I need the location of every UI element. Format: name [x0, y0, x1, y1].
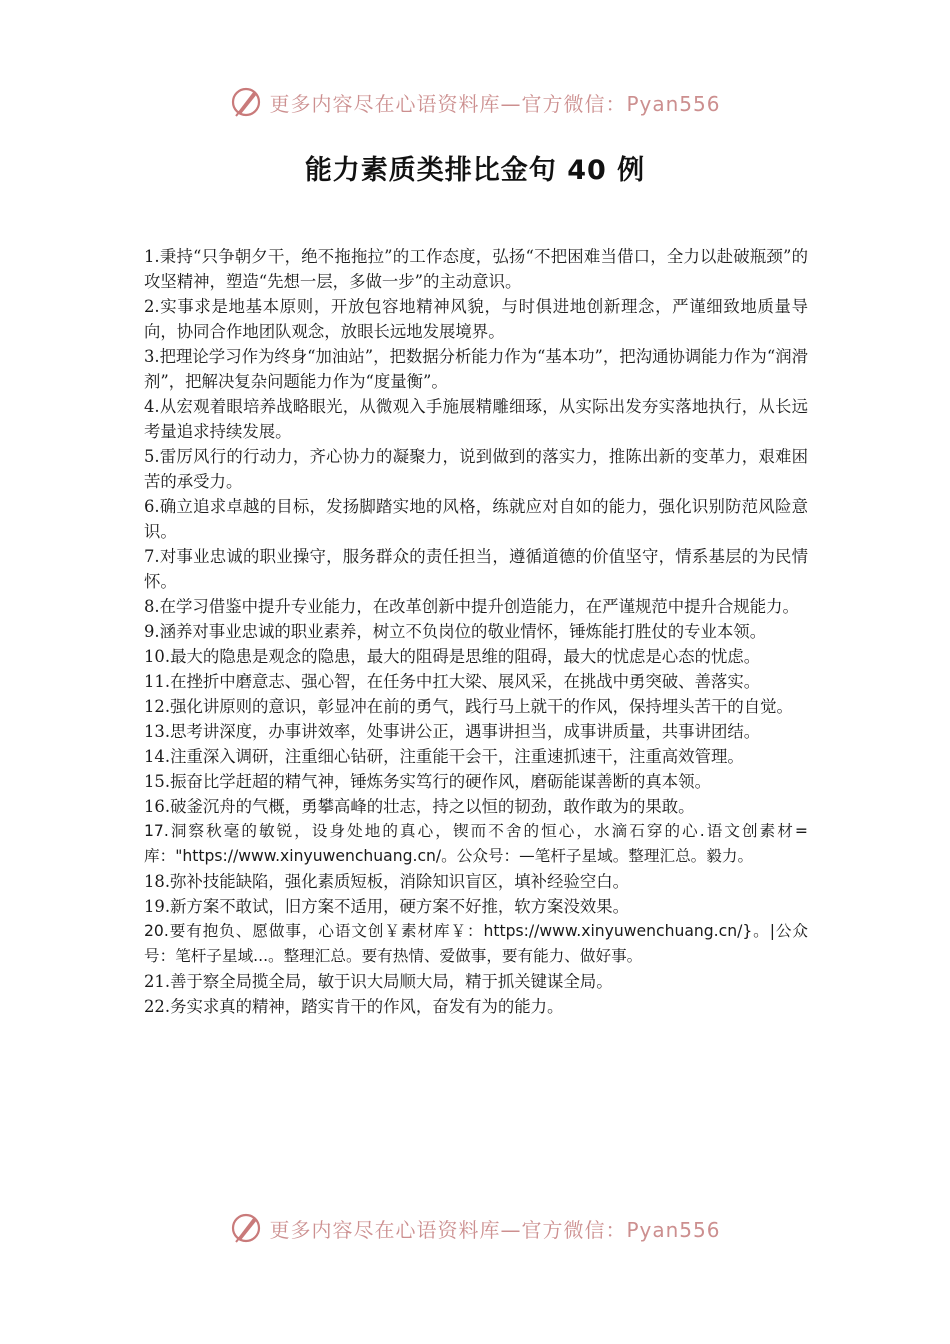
list-item: 11.在挫折中磨意志、强心智，在任务中扛大梁、展风采，在挑战中勇突破、善落实。 — [144, 672, 761, 691]
list-item: 15.振奋比学赶超的精气神，锤炼务实笃行的硬作风，磨砺能谋善断的真本领。 — [144, 772, 711, 791]
pen-circle-logo-icon — [229, 1211, 263, 1245]
list-item: 7.对事业忠诚的职业操守，服务群众的责任担当，遵循道德的价值坚守，情系基层的为民情怀。 — [144, 547, 808, 591]
list-item: 14.注重深入调研，注重细心钻研，注重能干会干，注重速抓速干，注重高效管理。 — [144, 747, 744, 766]
list-item: 8.在学习借鉴中提升专业能力，在改革创新中提升创造能力，在严谨规范中提升合规能力。 — [144, 597, 799, 616]
document-title: 能力素质类排比金句 40 例 — [304, 155, 646, 186]
list-item: 22.务实求真的精神，踏实肯干的作风，奋发有为的能力。 — [144, 997, 564, 1016]
list-item: 16.破釜沉舟的气概，勇攀高峰的壮志，持之以恒的韧劲，敢作敢为的果敢。 — [144, 797, 695, 816]
footer-watermark-banner — [0, 1208, 950, 1248]
list-item: 20.要有抱负、愿做事，心语文创￥素材库￥：https://www.xinyuwenchuang.cn/}。|公众号：笔杆子星域...。整理汇总。要有热情、爱做事，要有能力、做好事。 — [144, 922, 808, 965]
list-item: 1.秉持“只争朝夕干，绝不拖拖拉”的工作态度，弘扬“不把困难当借口，全力以赴破瓶颈”的攻坚精神，塑造“先想一层，多做一步”的主动意识。 — [144, 247, 808, 291]
list-item: 3.把理论学习作为终身“加油站”，把数据分析能力作为“基本功”，把沟通协调能力作为“润滑剂”，把解决复杂问题能力作为“度量衡”。 — [144, 347, 808, 391]
footer-watermark-text: 更多内容尽在心语资料库—官方微信：Pyan556 — [269, 1217, 721, 1242]
document-body — [144, 244, 808, 1019]
list-item: 19.新方案不敢试，旧方案不适用，硬方案不好推，软方案没效果。 — [144, 897, 630, 916]
list-item: 17.洞察秋毫的敏锐，设身处地的真心，锲而不舍的恒心，水滴石穿的心.语文创素材=库："https://www.xinyuwenchuang.cn/。公众号：—笔杆子星域。整理汇总。毅力。 — [144, 822, 808, 865]
list-item: 18.弥补技能缺陷，强化素质短板，消除知识盲区，填补经验空白。 — [144, 872, 630, 891]
pen-circle-logo-icon — [229, 85, 263, 119]
header-watermark-banner — [0, 82, 950, 122]
list-item: 13.思考讲深度，办事讲效率，处事讲公正，遇事讲担当，成事讲质量，共事讲团结。 — [144, 722, 761, 741]
list-item: 10.最大的隐患是观念的隐患，最大的阻碍是思维的阻碍，最大的忧虑是心态的忧虑。 — [144, 647, 761, 666]
list-item: 21.善于察全局揽全局，敏于识大局顺大局，精于抓关键谋全局。 — [144, 972, 613, 991]
list-item: 5.雷厉风行的行动力，齐心协力的凝聚力，说到做到的落实力，推陈出新的变革力，艰难困苦的承受力。 — [144, 447, 808, 491]
list-item: 9.涵养对事业忠诚的职业素养，树立不负岗位的敬业情怀，锤炼能打胜仗的专业本领。 — [144, 622, 767, 641]
list-item: 2.实事求是地基本原则，开放包容地精神风貌，与时俱进地创新理念，严谨细致地质量导向，协同合作地团队观念，放眼长远地发展境界。 — [144, 297, 808, 341]
list-item: 4.从宏观着眼培养战略眼光，从微观入手施展精雕细琢，从实际出发夯实落地执行，从长远考量追求持续发展。 — [144, 397, 808, 441]
list-item: 12.强化讲原则的意识，彰显冲在前的勇气，践行马上就干的作风，保持埋头苦干的自觉。 — [144, 697, 793, 716]
list-item: 6.确立追求卓越的目标，发扬脚踏实地的风格，练就应对自如的能力，强化识别防范风险意识。 — [144, 497, 808, 541]
header-watermark-text: 更多内容尽在心语资料库—官方微信：Pyan556 — [269, 91, 721, 116]
